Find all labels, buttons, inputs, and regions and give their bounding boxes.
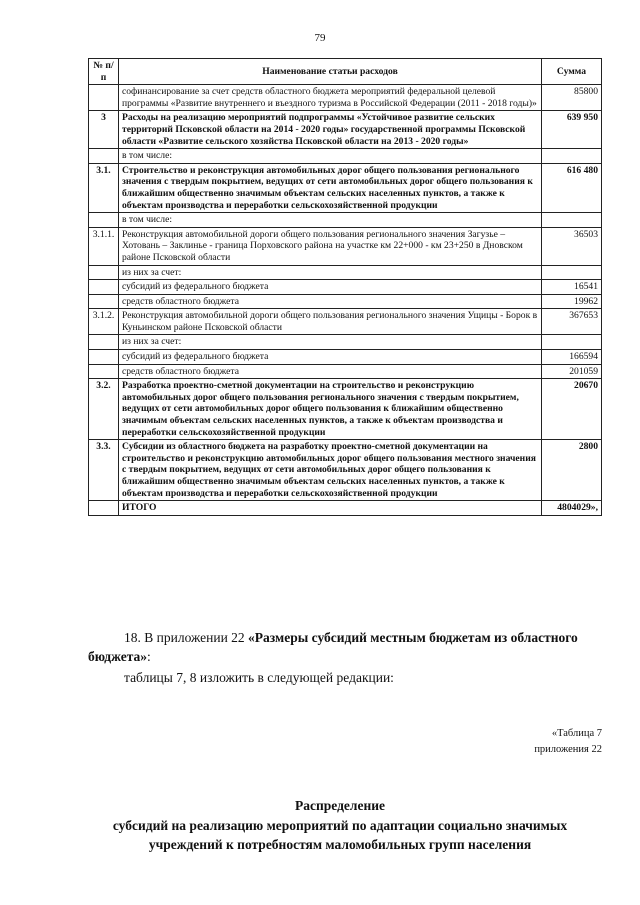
cell-name: субсидий из федерального бюджета: [119, 280, 542, 295]
table-row: [89, 213, 602, 228]
cell-num: [89, 213, 119, 228]
cell-name: Реконструкция автомобильной дороги общего пользования регионального значения Загузье – Хотовань – Заклинье - граница Порховского района на участке км 22+000 - км 23+250 в Дновском районе Псковской области: [119, 227, 542, 265]
cell-num: [89, 280, 119, 295]
cell-num: [89, 294, 119, 309]
cell-sum: 16541: [542, 280, 602, 295]
header-name: Наименование статьи расходов: [119, 59, 542, 85]
table-row: [89, 85, 602, 111]
cell-name: субсидий из федерального бюджета: [119, 350, 542, 365]
heading-line3: учреждений к потребностям маломобильных групп населения: [148, 837, 532, 852]
cell-num: [89, 149, 119, 164]
table-note-line1: «Таблица 7: [551, 728, 602, 739]
cell-sum: 2800: [542, 440, 602, 501]
paragraph-prefix: 18. В приложении 22: [124, 630, 249, 645]
cell-sum: 616 480: [542, 163, 602, 212]
cell-num: 3.2.: [89, 379, 119, 440]
table-row: [89, 265, 602, 280]
cell-sum: 85800: [542, 85, 602, 111]
cell-name: средств областного бюджета: [119, 364, 542, 379]
cell-sum: [542, 335, 602, 350]
table-row: [89, 379, 602, 440]
cell-sum: 639 950: [542, 111, 602, 149]
cell-sum: [542, 149, 602, 164]
cell-name: Строительство и реконструкция автомобильных дорог общего пользования регионального значения с твердым покрытием, ведущих от сети автомобильных дорог общего пользования к ближайшим общественно значимым объектам сельских населенных пунктов, а также к объектам производства и переработки сельскохозяйственной продукции: [119, 163, 542, 212]
cell-num: 3.1.2.: [89, 309, 119, 335]
cell-num: 3.1.1.: [89, 227, 119, 265]
cell-num: [89, 501, 119, 516]
cell-name: Субсидии из областного бюджета на разработку проектно-сметной документации на строительство и реконструкцию автомобильных дорог общего пользования местного значения с твердым покрытием, ведущих от сети автомобильных дорог общего пользования к ближайшим общественно значимым объектам сельских населенных пунктов, а также к объектам производства и переработки сельскохозяйственной продукции: [119, 440, 542, 501]
cell-sum: 201059: [542, 364, 602, 379]
table-row: [89, 280, 602, 295]
amendment-paragraph: [88, 628, 602, 666]
amendment-line2: таблицы 7, 8 изложить в следующей редакции:: [124, 670, 394, 685]
cell-sum: [542, 213, 602, 228]
cell-sum: 367653: [542, 309, 602, 335]
cell-name: в том числе:: [119, 149, 542, 164]
cell-sum: 20670: [542, 379, 602, 440]
heading-line2: субсидий на реализацию мероприятий по адаптации социально значимых: [112, 818, 568, 833]
paragraph-suffix: :: [147, 649, 151, 664]
cell-name: в том числе:: [119, 213, 542, 228]
table-row: [89, 111, 602, 149]
table-row: [89, 364, 602, 379]
cell-sum: 36503: [542, 227, 602, 265]
table-row: [89, 309, 602, 335]
table-row: [89, 227, 602, 265]
cell-name: из них за счет:: [119, 335, 542, 350]
header-num: № п/п: [89, 59, 119, 85]
cell-name: Реконструкция автомобильной дороги общего пользования регионального значения Ущицы - Борок в Куньинском районе Псковской области: [119, 309, 542, 335]
cell-name: из них за счет:: [119, 265, 542, 280]
table-row: [89, 501, 602, 516]
cell-num: 3: [89, 111, 119, 149]
table-row: [89, 440, 602, 501]
cell-name: средств областного бюджета: [119, 294, 542, 309]
cell-num: 3.3.: [89, 440, 119, 501]
cell-num: [89, 85, 119, 111]
cell-sum: 166594: [542, 350, 602, 365]
table-row: [89, 163, 602, 212]
cell-name: софинансирование за счет средств областного бюджета мероприятий федеральной целевой программы «Развитие внутреннего и въездного туризма в Российской Федерации (2011 - 2018 годы)»: [119, 85, 542, 111]
cell-name: Расходы на реализацию мероприятий подпрограммы «Устойчивое развитие сельских территорий Псковской области на 2014 - 2020 годы» государственной программы Псковской области «Развитие сельского хозяйства Псковской области на 2013 - 2020 годы»: [119, 111, 542, 149]
budget-table: [88, 58, 602, 516]
heading-line1: Распределение: [294, 798, 386, 813]
cell-sum: 19962: [542, 294, 602, 309]
cell-num: [89, 350, 119, 365]
cell-num: [89, 265, 119, 280]
cell-num: [89, 364, 119, 379]
paragraph-bold-title: «Размеры субсидий местным бюджетам из областного бюджета»: [88, 630, 578, 664]
cell-sum: 4804029»,: [542, 501, 602, 516]
cell-name: Разработка проектно-сметной документации на строительство и реконструкцию автомобильных дорог общего пользования регионального значения с твердым покрытием, ведущих от сети автомобильных дорог общего пользования к ближайшим общественно значимым объектам сельских населенных пунктов, а также к объектам производства и переработки сельскохозяйственной продукции: [119, 379, 542, 440]
table-row: [89, 294, 602, 309]
header-sum: Сумма: [542, 59, 602, 85]
page-number: 79: [314, 32, 326, 44]
table-row: [89, 149, 602, 164]
cell-sum: [542, 265, 602, 280]
cell-num: [89, 335, 119, 350]
table-row: [89, 350, 602, 365]
cell-num: 3.1.: [89, 163, 119, 212]
table-body: [89, 85, 602, 516]
cell-name: ИТОГО: [119, 501, 542, 516]
table-row: [89, 335, 602, 350]
table-note-line2: приложения 22: [534, 744, 602, 755]
table-header-row: [89, 59, 602, 85]
